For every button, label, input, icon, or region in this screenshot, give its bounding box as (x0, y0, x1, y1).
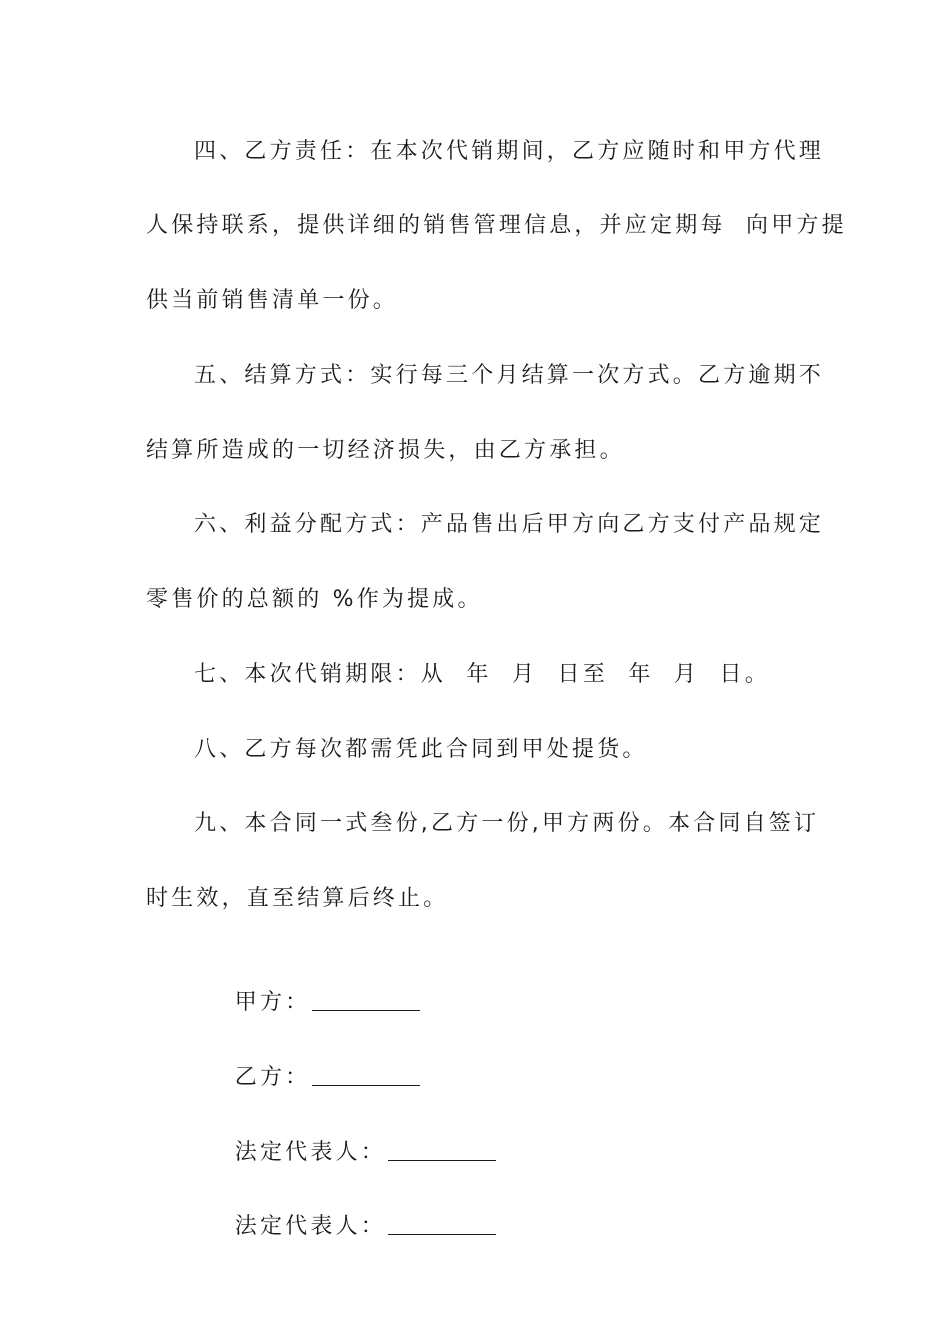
clause-8-line-1: 八、乙方每次都需凭此合同到甲处提货。 (194, 737, 648, 762)
signature-party-b-blank[interactable] (312, 1063, 420, 1086)
clause-4-line-1: 四、乙方责任：在本次代销期间，乙方应随时和甲方代理 (194, 139, 825, 164)
clause-6-line-2: 零售价的总额的 %作为提成。 (146, 587, 483, 612)
clause-9-line-1: 九、本合同一式叁份,乙方一份,甲方两份。本合同自签订 (194, 811, 820, 836)
signature-rep-a-blank[interactable] (388, 1138, 496, 1161)
signature-rep-a-label: 法定代表人： (234, 1140, 386, 1165)
signature-rep-b-blank[interactable] (388, 1212, 496, 1235)
clause-9-line-2: 时生效，直至结算后终止。 (146, 886, 449, 911)
signature-rep-b (194, 1182, 496, 1272)
signature-rep-b-label: 法定代表人： (234, 1214, 386, 1239)
clause-4-line-2: 人保持联系，提供详细的销售管理信息，并应定期每 向甲方提 (146, 213, 847, 238)
clause-5-line-1: 五、结算方式：实行每三个月结算一次方式。乙方逾期不 (194, 363, 825, 388)
signature-party-a-blank[interactable] (312, 988, 420, 1011)
clause-7-line-1: 七、本次代销期限：从 年 月 日至 年 月 日。 (194, 662, 770, 687)
clause-5-line-2: 结算所造成的一切经济损失，由乙方承担。 (146, 438, 625, 463)
clause-6-line-1: 六、利益分配方式：产品售出后甲方向乙方支付产品规定 (194, 512, 825, 537)
signature-party-a-label: 甲方： (234, 990, 311, 1015)
clause-4-line-3: 供当前销售清单一份。 (146, 288, 399, 313)
signature-party-b-label: 乙方： (234, 1065, 311, 1090)
